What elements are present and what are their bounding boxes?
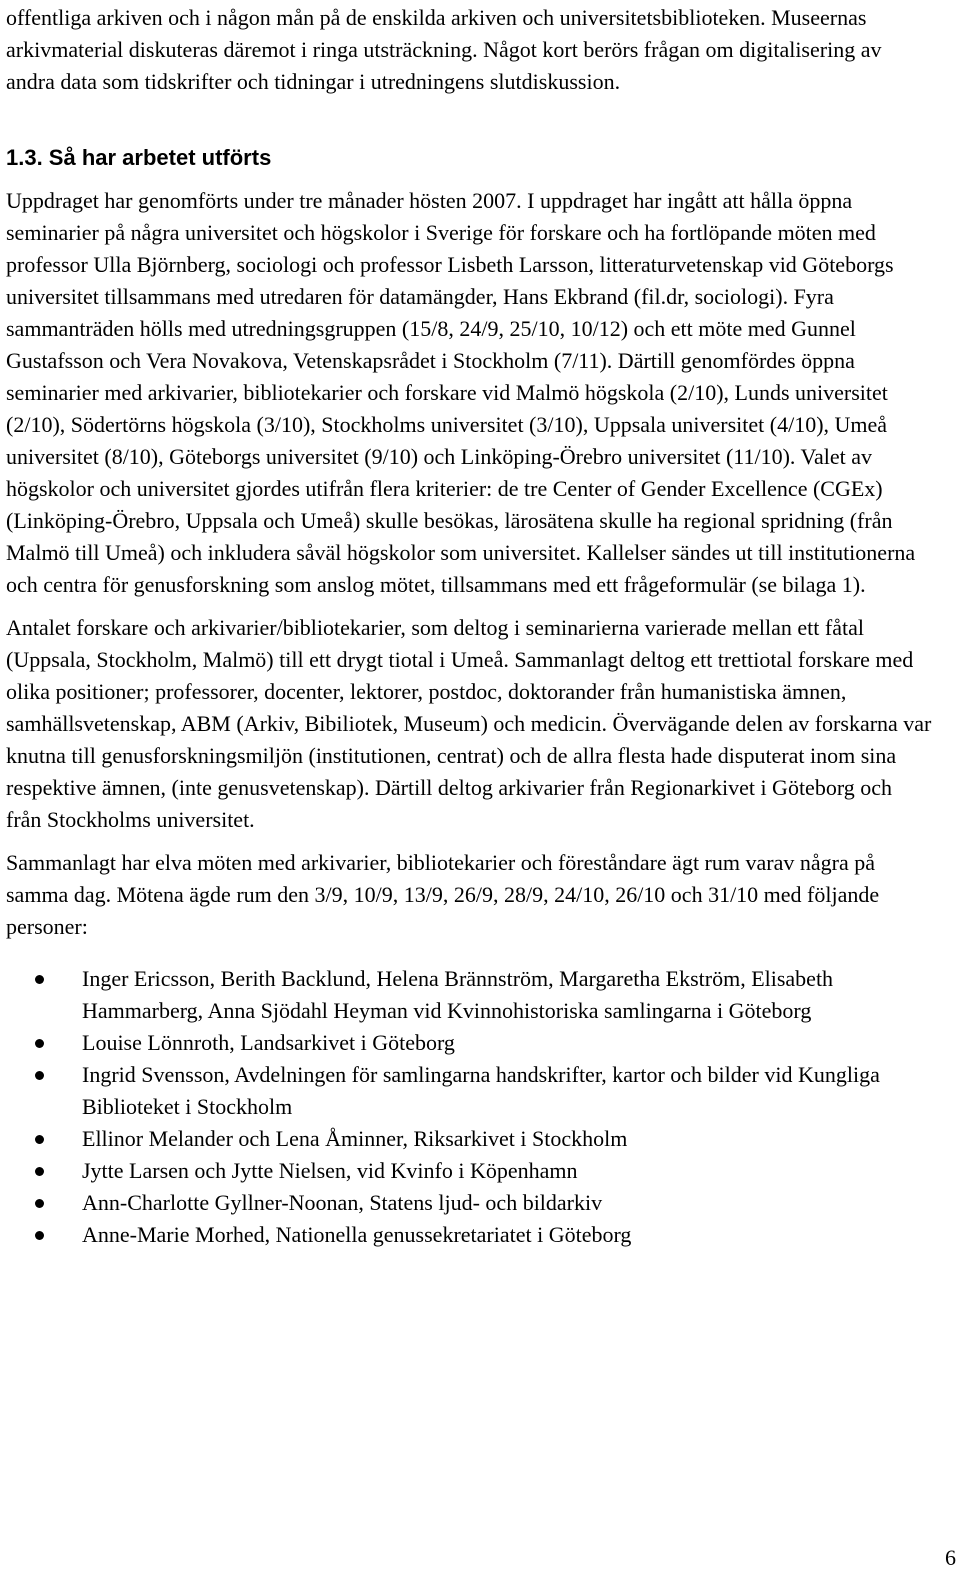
list-item	[6, 963, 932, 1027]
list-item	[6, 1187, 932, 1219]
list-item	[6, 1027, 932, 1059]
list-item-text: Ingrid Svensson, Avdelningen för samlingarna handskrifter, kartor och bilder vid Kungliga Biblioteket i Stockholm	[82, 1062, 880, 1119]
list-item-text: Ann-Charlotte Gyllner-Noonan, Statens ljud- och bildarkiv	[82, 1190, 603, 1215]
bullet-dot-icon	[35, 1039, 44, 1048]
list-item-text: Anne-Marie Morhed, Nationella genussekretariatet i Göteborg	[82, 1222, 632, 1247]
page-number: 6	[945, 1545, 956, 1570]
document-page	[6, 0, 932, 1251]
paragraph-meetings: Sammanlagt har elva möten med arkivarier, bibliotekarier och föreståndare ägt rum varav några på samma dag. Mötena ägde rum den 3/9, 10/9, 13/9, 26/9, 28/9, 24/10, 26/10 och 31/10 med följande personer:	[6, 850, 880, 939]
list-item-text: Ellinor Melander och Lena Åminner, Riksarkivet i Stockholm	[82, 1126, 628, 1151]
intro-paragraph: offentliga arkiven och i någon mån på de enskilda arkiven och universitetsbiblioteken. Museernas arkivmaterial diskuteras däremot i ringa utsträckning. Något kort berörs frågan om digitalisering av andra data som tidskrifter och tidningar i utredningens slutdiskussion.	[6, 5, 882, 94]
list-item	[6, 1155, 932, 1187]
list-item-text: Jytte Larsen och Jytte Nielsen, vid Kvinfo i Köpenhamn	[82, 1158, 578, 1183]
bullet-dot-icon	[35, 1199, 44, 1208]
bullet-dot-icon	[35, 1167, 44, 1176]
bullet-dot-icon	[35, 1071, 44, 1080]
bullet-dot-icon	[35, 1231, 44, 1240]
section-heading: 1.3. Så har arbetet utförts	[6, 145, 272, 170]
list-item	[6, 1123, 932, 1155]
list-item	[6, 1059, 932, 1123]
paragraph-participants: Antalet forskare och arkivarier/bibliotekarier, som deltog i seminarierna varierade mellan ett fåtal (Uppsala, Stockholm, Malmö) till ett drygt tiotal i Umeå. Sammanlagt deltog ett trettiotal forskare med olika positioner; professorer, docenter, lektorer, postdoc, doktorander från humanistiska ämnen, samhällsvetenskap, ABM (Arkiv, Bibiliotek, Museum) och medicin. Övervägande delen av forskarna var knutna till genusforskningsmiljön (institutionen, centrat) och de allra flesta hade disputerat inom sina respektive ämnen, (inte genusvetenskap). Därtill deltog arkivarier från Regionarkivet i Göteborg och från Stockholms universitet.	[6, 615, 932, 832]
list-item-text: Inger Ericsson, Berith Backlund, Helena Brännström, Margaretha Ekström, Elisabeth Hammarberg, Anna Sjödahl Heyman vid Kvinnohistoriska samlingarna i Göteborg	[82, 966, 834, 1023]
list-item-text: Louise Lönnroth, Landsarkivet i Göteborg	[82, 1030, 455, 1055]
bullet-dot-icon	[35, 975, 44, 984]
paragraph-work-method: Uppdraget har genomförts under tre månader hösten 2007. I uppdraget har ingått att hålla öppna seminarier på några universitet och högskolor i Sverige för forskare och ha fortlöpande möten med professor Ulla Björnberg, sociologi och professor Lisbeth Larsson, litteraturvetenskap vid Göteborgs universitet tillsammans med utredaren för datamängder, Hans Ekbrand (fil.dr, sociologi). Fyra sammanträden hölls med utredningsgruppen (15/8, 24/9, 25/10, 10/12) och ett möte med Gunnel Gustafsson och Vera Novakova, Vetenskapsrådet i Stockholm (7/11). Därtill genomfördes öppna seminarier med arkivarier, bibliotekarier och forskare vid Malmö högskola (2/10), Lunds universitet (2/10), Södertörns högskola (3/10), Stockholms universitet (3/10), Uppsala universitet (4/10), Umeå universitet (8/10), Göteborgs universitet (9/10) och Linköping-Örebro universitet (11/10). Valet av högskolor och universitet gjordes utifrån flera kriterier: de tre Center of Gender Excellence (CGEx) (Linköping-Örebro, Uppsala och Umeå) skulle besökas, lärosätena skulle ha regional spridning (från Malmö till Umeå) och inkludera såväl högskolor som universitet. Kallelser sändes ut till institutionerna och centra för genusforskning som anslog mötet, tillsammans med ett frågeformulär (se bilaga 1).	[6, 188, 916, 597]
list-item	[6, 1219, 932, 1251]
bullet-dot-icon	[35, 1135, 44, 1144]
bullet-list	[6, 963, 932, 1251]
